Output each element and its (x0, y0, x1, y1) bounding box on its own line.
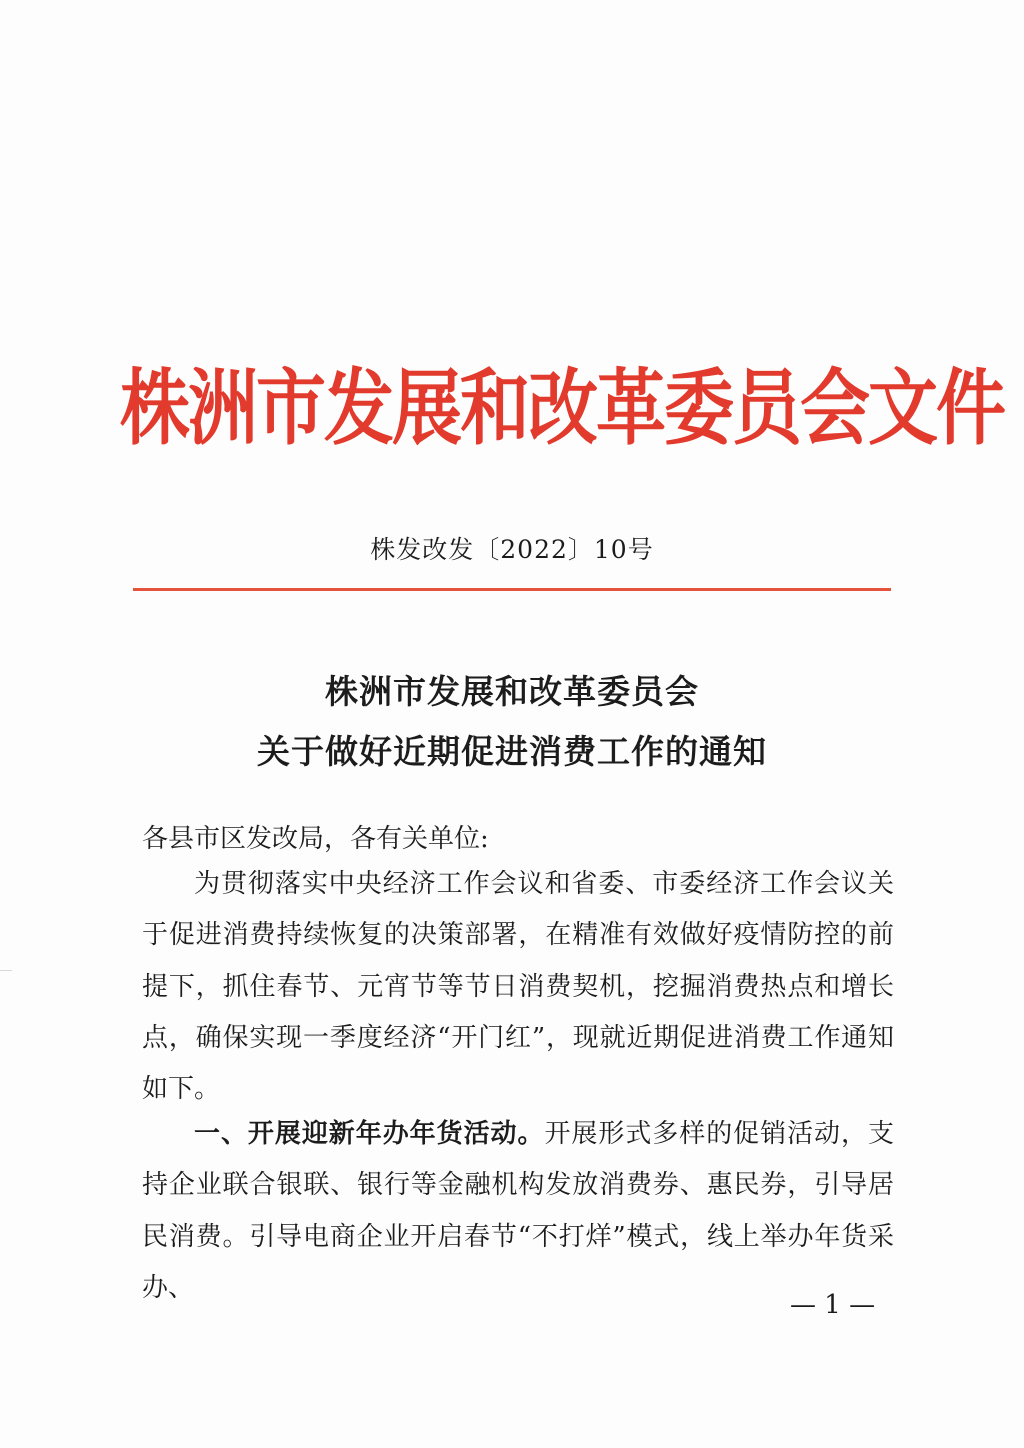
notice-title-line-1: 株洲市发展和改革委员会 (325, 672, 699, 711)
notice-title-line-2: 关于做好近期促进消费工作的通知 (257, 732, 767, 771)
section-1-text: 开展形式多样的促销活动，支持企业联合银联、银行等金融机构发放消费券、惠民券，引导居民消费。引导电商企业开启春节“不打烊”模式，线上举办年货采办、 (142, 1119, 894, 1303)
document-number: 株发改发〔2022〕10号 (370, 535, 654, 564)
salutation: 各县市区发改局，各有关单位: (142, 824, 489, 854)
page-number: — 1 — (790, 1290, 876, 1320)
binding-margin-mark (0, 970, 12, 971)
issuing-authority-title: 株洲市发展和改革委员会文件 (120, 359, 1004, 457)
body-paragraph-2 (142, 1109, 894, 1314)
red-divider-line (133, 588, 891, 591)
body-paragraph-1: 为贯彻落实中央经济工作会议和省委、市委经济工作会议关于促进消费持续恢复的决策部署，在精准有效做好疫情防控的前提下，抓住春节、元宵节等节日消费契机，挖掘消费热点和增长点，确保实现一季度经济“开门红”，现就近期促进消费工作通知如下。 (142, 869, 894, 1105)
section-1-heading: 一、开展迎新年办年货活动。 (194, 1119, 545, 1149)
